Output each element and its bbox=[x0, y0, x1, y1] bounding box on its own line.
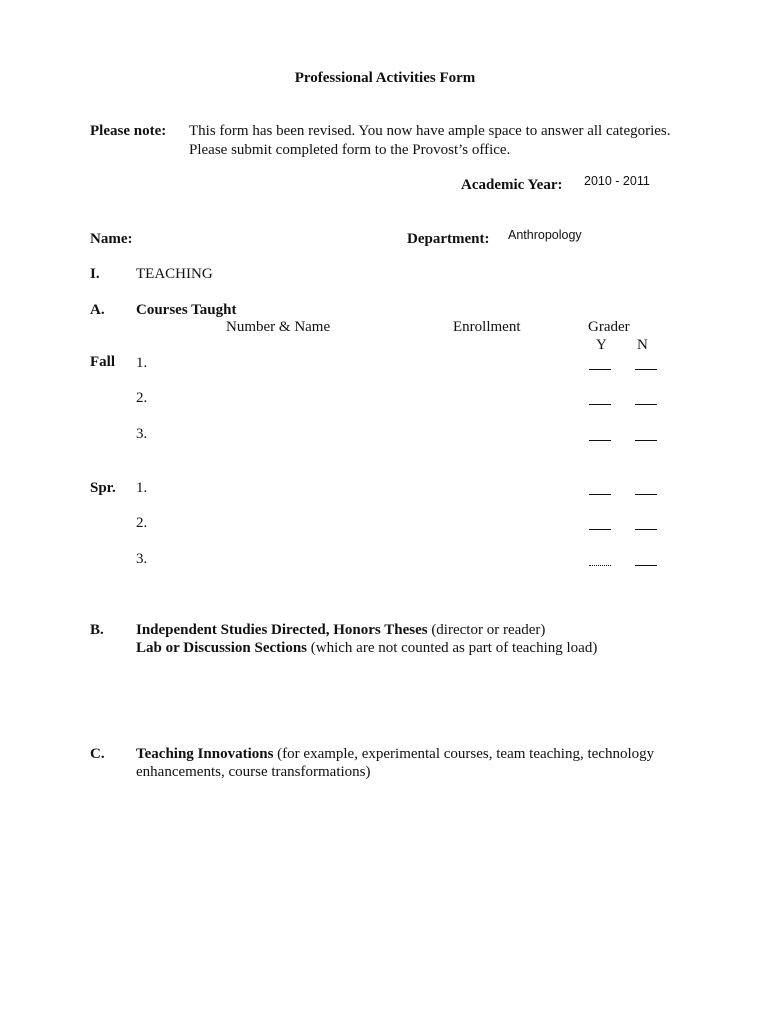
subsection-letter-a: A. bbox=[90, 302, 105, 318]
grader-no-blank[interactable] bbox=[635, 565, 657, 566]
note-line-2: Please submit completed form to the Provost’s office. bbox=[189, 142, 511, 158]
academic-year-field[interactable]: 2010 - 2011 bbox=[584, 174, 650, 188]
grader-yes-blank[interactable] bbox=[589, 529, 611, 530]
academic-year-label: Academic Year: bbox=[461, 177, 563, 193]
section-b-note-1: (director or reader) bbox=[427, 622, 546, 638]
courses-taught-heading: Courses Taught bbox=[136, 302, 237, 318]
section-b-heading-1: Independent Studies Directed, Honors Theses bbox=[136, 622, 428, 638]
course-item-number: 1. bbox=[136, 355, 148, 371]
fall-label: Fall bbox=[90, 354, 115, 370]
column-header-enrollment: Enrollment bbox=[453, 319, 521, 335]
subsection-letter-c: C. bbox=[90, 746, 105, 762]
section-numeral: I. bbox=[90, 266, 100, 282]
name-field[interactable] bbox=[140, 228, 380, 246]
department-field[interactable]: Anthropology bbox=[508, 228, 582, 242]
grader-yes-blank[interactable] bbox=[589, 404, 611, 405]
note-line-1: This form has been revised. You now have ample space to answer all categories. bbox=[189, 123, 671, 139]
grader-yes-blank[interactable] bbox=[589, 440, 611, 441]
section-b-line-2 bbox=[136, 640, 597, 657]
grader-yes-blank[interactable] bbox=[589, 369, 611, 370]
course-item-number: 1. bbox=[136, 480, 148, 496]
grader-no-blank[interactable] bbox=[635, 529, 657, 530]
section-b-line-1 bbox=[136, 622, 545, 639]
grader-no-blank[interactable] bbox=[635, 440, 657, 441]
section-heading-teaching: TEACHING bbox=[136, 266, 213, 282]
section-c-line-2: enhancements, course transformations) bbox=[136, 764, 371, 780]
course-item-number: 2. bbox=[136, 390, 148, 406]
section-b-note-2: (which are not counted as part of teaching load) bbox=[307, 640, 598, 656]
column-header-grader-yes: Y bbox=[596, 337, 607, 353]
department-label: Department: bbox=[407, 231, 490, 247]
name-label: Name: bbox=[90, 231, 133, 247]
column-header-grader-no: N bbox=[637, 337, 648, 353]
form-title: Professional Activities Form bbox=[294, 70, 476, 86]
grader-yes-blank[interactable] bbox=[589, 494, 611, 495]
grader-yes-blank[interactable] bbox=[589, 565, 611, 566]
column-header-grader: Grader bbox=[588, 319, 630, 335]
grader-no-blank[interactable] bbox=[635, 494, 657, 495]
grader-no-blank[interactable] bbox=[635, 404, 657, 405]
section-c-line-1 bbox=[136, 746, 654, 763]
course-item-number: 2. bbox=[136, 515, 148, 531]
course-item-number: 3. bbox=[136, 426, 148, 442]
subsection-letter-b: B. bbox=[90, 622, 104, 638]
section-c-heading: Teaching Innovations bbox=[136, 746, 274, 762]
grader-no-blank[interactable] bbox=[635, 369, 657, 370]
section-c-note-1: (for example, experimental courses, team teaching, technology bbox=[273, 746, 655, 762]
spring-label: Spr. bbox=[90, 480, 116, 496]
course-item-number: 3. bbox=[136, 551, 148, 567]
note-label: Please note: bbox=[90, 123, 167, 139]
column-header-number-name: Number & Name bbox=[226, 319, 331, 335]
section-b-heading-2: Lab or Discussion Sections bbox=[136, 640, 308, 656]
